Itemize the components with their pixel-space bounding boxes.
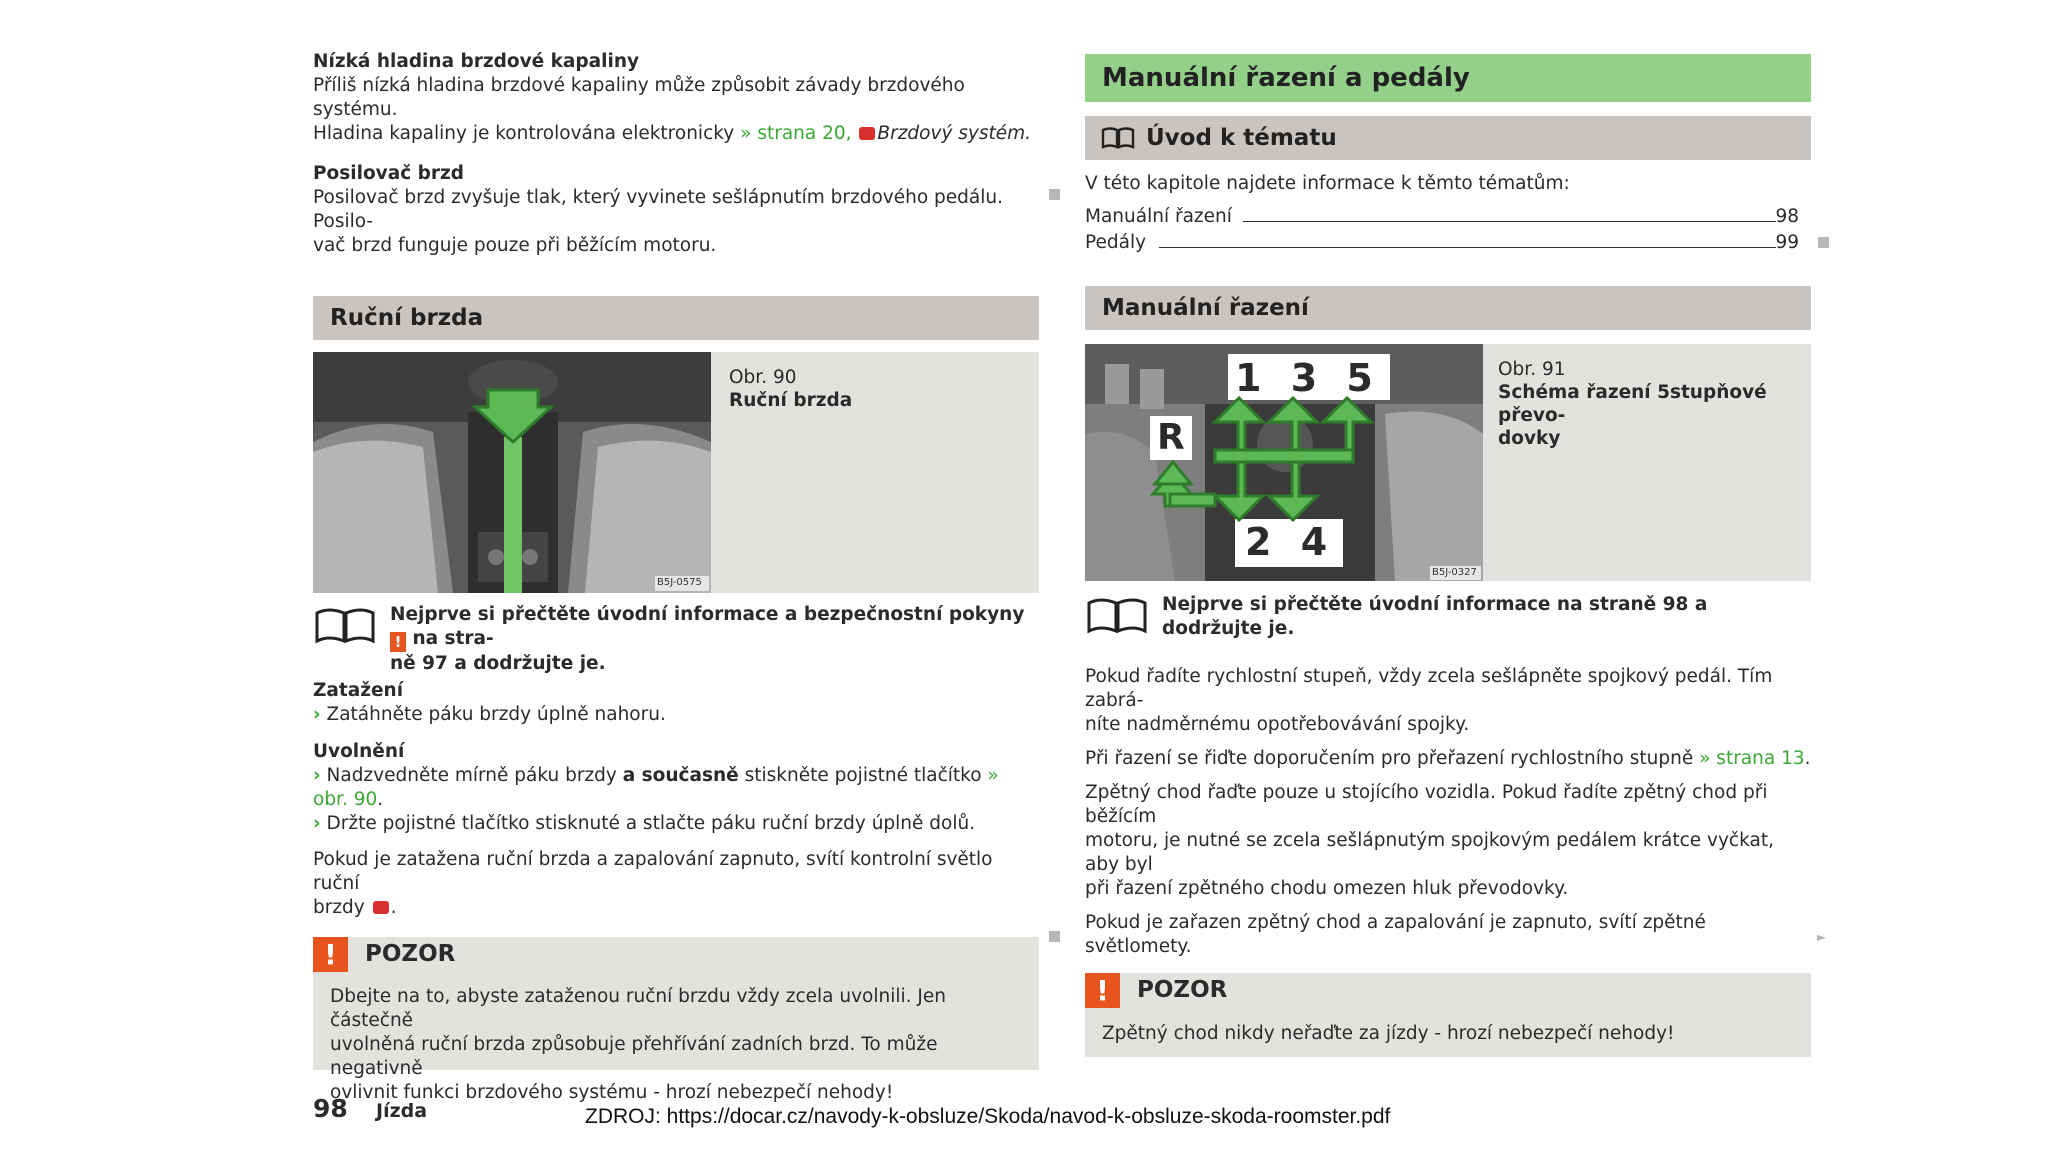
- read-first-note: Nejprve si přečtěte úvodní informace na straně 98 a dodržujte je.: [1085, 581, 1811, 641]
- end-marker: [1818, 237, 1829, 248]
- toc-item[interactable]: Pedály 99: [1085, 232, 1799, 253]
- chapter-name: Jízda: [376, 1100, 428, 1122]
- source-note: ZDROJ: https://docar.cz/navody-k-obsluze/Skoda/navod-k-obsluze-skoda-roomster.pdf: [585, 1105, 1391, 1128]
- handbrake-light-text-2: brzdy .: [313, 897, 397, 918]
- figure-91: [1085, 344, 1811, 581]
- reverse-lights-text: Pokud je zařazen zpětný chod a zapalování je zapnuto, svítí zpětné světlomety.: [1085, 912, 1706, 957]
- shift-recommendation-text: Při řazení se řiďte doporučením pro přeřazení rychlostního stupně » strana 13.: [1085, 748, 1811, 769]
- toc-item[interactable]: Manuální řazení 98: [1085, 206, 1799, 227]
- chevron-right-icon: ›: [313, 765, 321, 786]
- intro-header: Úvod k tématu: [1085, 116, 1811, 160]
- brake-fluid-text-1: Příliš nízká hladina brzdové kapaliny může způsobit závady brzdového systému.: [313, 75, 965, 120]
- book-icon: [313, 607, 377, 645]
- release-step-2: › Držte pojistné tlačítko stisknuté a stlačte páku ruční brzdy úplně dolů.: [313, 813, 976, 834]
- brake-booster-text-2: vač brzd funguje pouze při běžícím motoru.: [313, 235, 717, 256]
- figure-90: [313, 352, 1039, 593]
- gear-3: 3: [1290, 356, 1320, 400]
- figure-90-code: B5J-0575: [657, 577, 702, 588]
- section-header-handbrake: Ruční brzda: [313, 296, 1039, 340]
- link-page-13[interactable]: » strana 13: [1699, 748, 1805, 769]
- page-number: 98: [313, 1094, 348, 1123]
- brake-booster-heading: Posilovač brzd: [313, 163, 464, 184]
- brake-booster-text-1: Posilovač brzd zvyšuje tlak, který vyvinete sešlápnutím brzdového pedálu. Posilo-: [313, 187, 1003, 232]
- left-column: [313, 50, 1039, 1103]
- warning-icon: !: [1085, 973, 1120, 1008]
- reverse-text-3: při řazení zpětného chodu omezen hluk převodovky.: [1085, 878, 1569, 899]
- release-step-1: › Nadzvedněte mírně páku brzdy a současně stiskněte pojistné tlačítko » obr. 90.: [313, 765, 999, 810]
- gear-4: 4: [1300, 520, 1330, 564]
- gear-labels-top: [1235, 356, 1395, 400]
- link-page-20[interactable]: » strana 20,: [740, 123, 852, 144]
- warning-title: POZOR: [365, 941, 456, 967]
- handbrake-illustration: [313, 352, 711, 593]
- section-header-manual-shifting: Manuální řazení: [1085, 286, 1811, 330]
- warning-inline-icon: !: [390, 632, 406, 652]
- brake-warning-icon: [859, 127, 875, 140]
- safety-note: Nejprve si přečtěte úvodní informace a bezpečnostní pokyny ! na stra- ně 97 a dodržujte je.: [313, 593, 1039, 665]
- warning-icon: !: [313, 937, 348, 972]
- book-icon: [1085, 597, 1149, 635]
- reverse-text-2: motoru, je nutné se zcela sešlápnutým spojkovým pedálem krátce vyčkat, aby byl: [1085, 830, 1774, 875]
- clutch-text-1: Pokud řadíte rychlostní stupeň, vždy zcela sešlápněte spojkový pedál. Tím zabrá-: [1085, 666, 1773, 711]
- warning-box-reverse: [1085, 973, 1811, 1057]
- chevron-right-icon: ›: [313, 704, 321, 725]
- link-figure-90[interactable]: » obr. 90: [313, 765, 999, 810]
- gear-1: 1: [1235, 356, 1264, 400]
- end-marker: [1049, 189, 1060, 200]
- release-heading: Uvolnění: [313, 741, 405, 762]
- warning-box-handbrake: [313, 937, 1039, 1103]
- gear-5: 5: [1346, 356, 1375, 400]
- figure-91-code: B5J-0327: [1432, 567, 1477, 578]
- warning-title: POZOR: [1137, 977, 1228, 1003]
- gear-2: 2: [1245, 520, 1274, 564]
- engage-step: › Zatáhněte páku brzdy úplně nahoru.: [313, 704, 666, 725]
- right-column: [1085, 54, 1811, 1057]
- gear-R: R: [1157, 417, 1185, 458]
- figure-91-caption: Obr. 91 Schéma řazení 5stupňové převo- dovky: [1498, 359, 1767, 449]
- handbrake-light-text-1: Pokud je zatažena ruční brzda a zapalování zapnuto, svítí kontrolní světlo ruční: [313, 849, 993, 894]
- warning-text: Dbejte na to, abyste zataženou ruční brzdu vždy zcela uvolnili. Jen částečně uvolněná ruční brzda způsobuje přehřívání zadních brzd. To může negativně ovlivnit funkci brzdového systému - hrozí nebezpečí nehody!: [330, 986, 946, 1103]
- brake-fluid-heading: Nízká hladina brzdové kapaliny: [313, 51, 640, 72]
- brake-fluid-text-2: Hladina kapaliny je kontrolována elektronicky » strana 20, Brzdový systém.: [313, 123, 1032, 144]
- engage-heading: Zatažení: [313, 680, 404, 701]
- reverse-text-1: Zpětný chod řaďte pouze u stojícího vozidla. Pokud řadíte zpětný chod při běžícím: [1085, 782, 1768, 827]
- warning-text: Zpětný chod nikdy neřaďte za jízdy - hrozí nebezpečí nehody!: [1102, 1023, 1675, 1044]
- gear-labels-bottom: [1245, 520, 1329, 564]
- figure-90-caption: Obr. 90 Ruční brzda: [729, 367, 853, 411]
- book-icon: [1101, 127, 1135, 149]
- chapter-title: Manuální řazení a pedály: [1085, 54, 1811, 102]
- continue-arrow-icon: ►: [1817, 930, 1827, 944]
- intro-text: V této kapitole najdete informace k těmto tématům:: [1085, 173, 1570, 194]
- brake-warning-icon: [373, 901, 389, 914]
- chevron-right-icon: ›: [313, 813, 321, 834]
- end-marker: [1049, 931, 1060, 942]
- clutch-text-2: níte nadměrnému opotřebovávání spojky.: [1085, 714, 1470, 735]
